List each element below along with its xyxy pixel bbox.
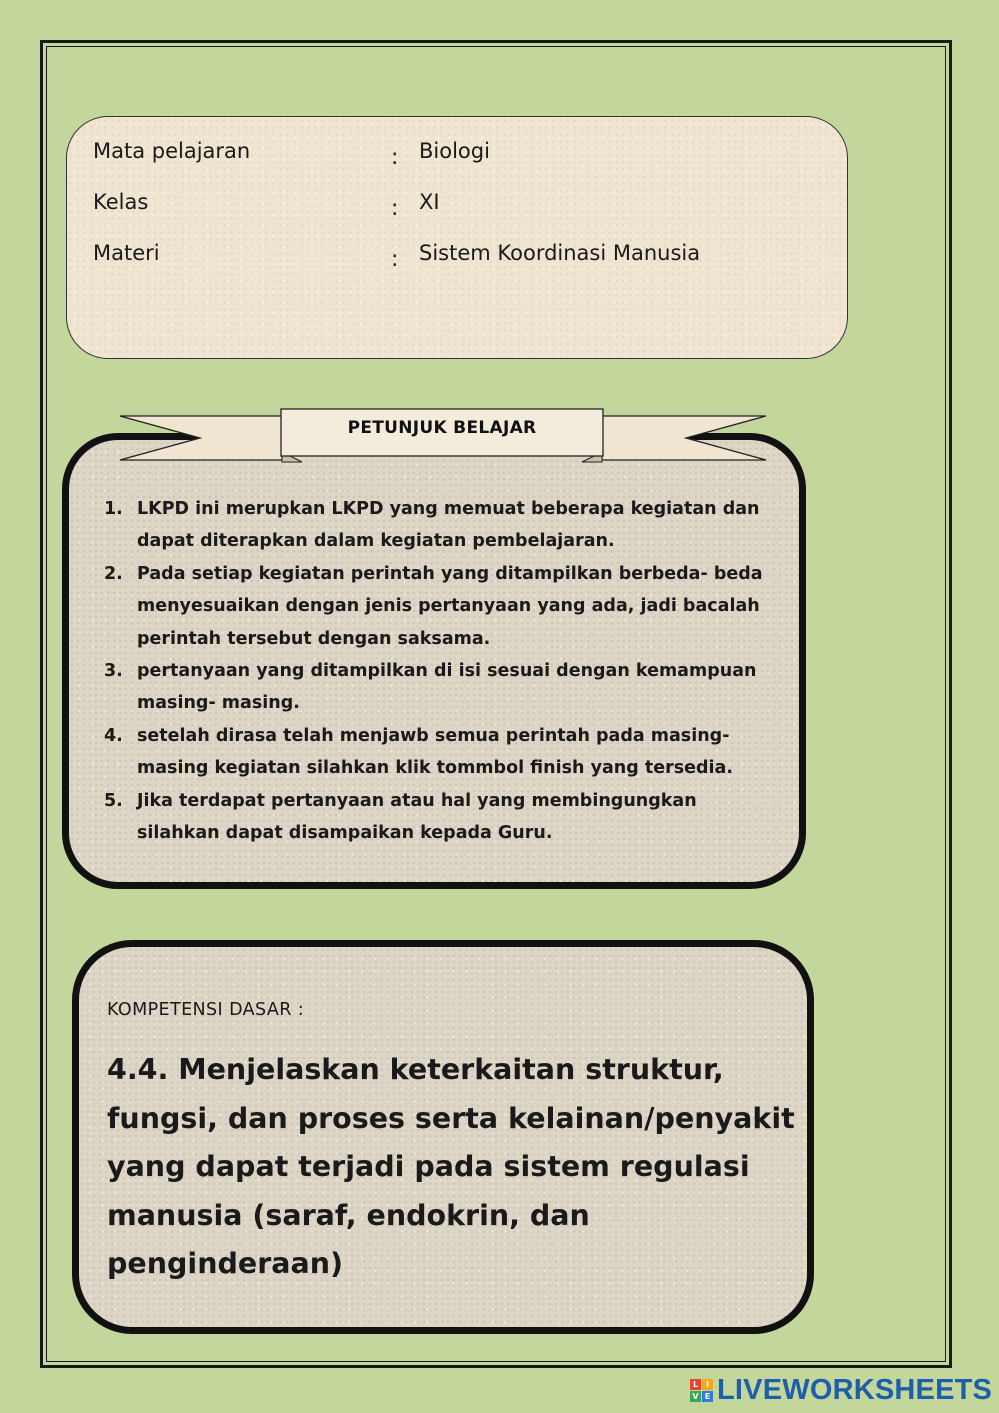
list-item-number: 4. (104, 725, 123, 746)
list-item-text: LKPD ini merupkan LKPD yang memuat beberapa kegiatan dan dapat diterapkan dalam kegiatan pembelajaran. (137, 499, 760, 552)
logo-letter: I (702, 1379, 713, 1390)
info-value: Biologi (419, 139, 490, 163)
competency-title: KOMPETENSI DASAR : (107, 1000, 305, 1020)
info-row-material (93, 241, 700, 271)
info-label: Materi (93, 241, 160, 265)
info-value: Sistem Koordinasi Manusia (419, 241, 701, 265)
list-item (104, 493, 784, 558)
info-row-subject (93, 139, 490, 169)
info-label: Kelas (93, 190, 149, 214)
ribbon-left-tail (120, 416, 282, 460)
info-value: XI (419, 190, 440, 214)
liveworksheets-logo-icon (690, 1379, 713, 1402)
liveworksheets-brand[interactable] (690, 1374, 992, 1406)
instructions-list (104, 493, 784, 849)
logo-letter: E (702, 1391, 713, 1402)
info-row-class (93, 190, 440, 220)
info-colon: : (391, 196, 399, 221)
list-item-text: setelah dirasa telah menjawb semua perintah pada masing-masing kegiatan silahkan klik tommbol finish yang tersedia. (137, 725, 733, 779)
ribbon-right-tail (602, 416, 766, 460)
list-item-number: 3. (104, 661, 123, 682)
instructions-title: PETUNJUK BELAJAR (347, 418, 537, 438)
list-item-number: 2. (104, 563, 123, 584)
info-colon: : (391, 145, 399, 170)
brand-name: LIVEWORKSHEETS (717, 1373, 993, 1406)
list-item (104, 720, 784, 785)
logo-letter: V (690, 1391, 701, 1402)
list-item (104, 558, 784, 655)
info-colon: : (391, 247, 399, 272)
logo-letter: L (690, 1379, 701, 1390)
list-item (104, 785, 784, 850)
list-item-text: pertanyaan yang ditampilkan di isi sesuai dengan kemampuan masing- masing. (137, 661, 757, 714)
subject-info-box (66, 116, 848, 359)
list-item-text: Pada setiap kegiatan perintah yang ditampilkan berbeda- beda menyesuaikan dengan jenis pertanyaan yang ada, jadi bacalah perintah tersebut dengan saksama. (137, 563, 763, 649)
competency-text: 4.4. Menjelaskan keterkaitan struktur, fungsi, dan proses serta kelainan/penyakit yang dapat terjadi pada sistem regulasi manusia (saraf, endokrin, dan penginderaan) (107, 1053, 795, 1280)
list-item-number: 1. (104, 499, 123, 519)
list-item-text: Jika terdapat pertanyaan atau hal yang membingungkan silahkan dapat disampaikan kepada Guru. (137, 790, 697, 844)
list-item-number: 5. (104, 790, 123, 811)
list-item (104, 655, 784, 720)
info-label: Mata pelajaran (93, 139, 251, 163)
